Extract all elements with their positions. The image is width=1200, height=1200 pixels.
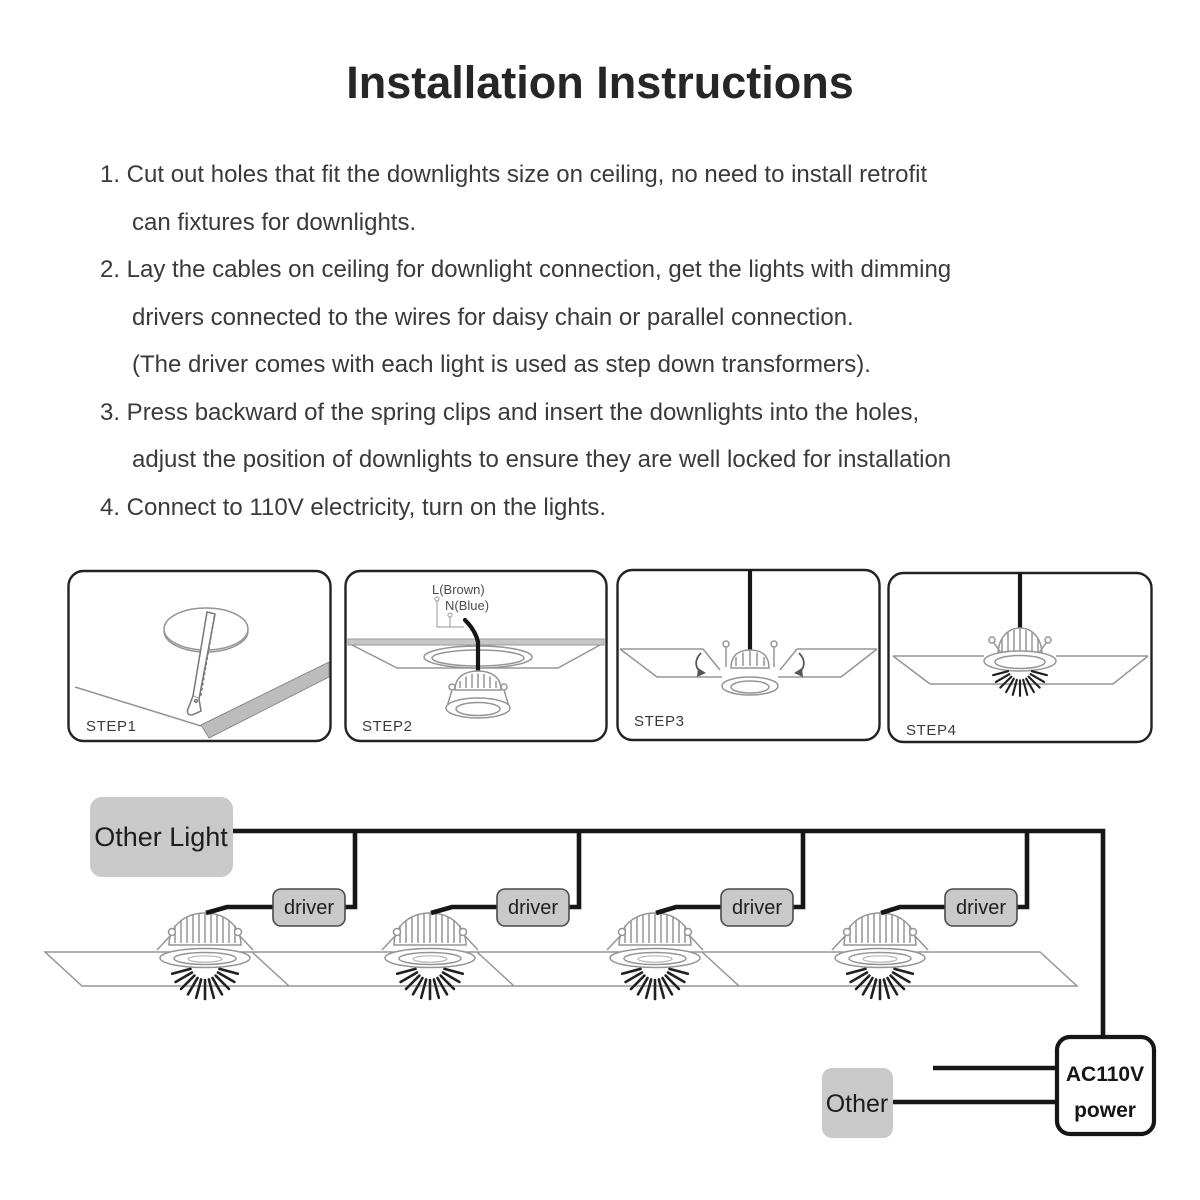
instruction-line: (The driver comes with each light is used as step down transformers). (132, 351, 871, 378)
other-box (822, 1068, 893, 1138)
driver-label: driver (283, 897, 335, 919)
driver-box (721, 889, 793, 926)
driver-label: driver (507, 897, 559, 919)
ac-power-box (1057, 1037, 1154, 1134)
instruction-line: 4. Connect to 110V electricity, turn on the lights. (100, 493, 607, 521)
instruction-line: 2. Lay the cables on ceiling for downlight connection, get the lights with dimming (100, 256, 952, 283)
wiring-diagram (45, 797, 1154, 1138)
page-title: Installation Instructions (346, 57, 854, 108)
live-wire-label: L(Brown) (432, 582, 485, 597)
step-label: STEP1 (86, 718, 137, 735)
driver-box (497, 889, 569, 926)
step-panel-1 (69, 571, 331, 741)
driver-box (945, 889, 1017, 926)
instruction-line: can fixtures for downlights. (132, 208, 417, 236)
step-label: STEP2 (362, 718, 413, 735)
neutral-wire-label: N(Blue) (445, 598, 490, 613)
ac-voltage-label: AC110V (1065, 1063, 1145, 1086)
step-panel-3 (618, 570, 880, 740)
instruction-line: 1. Cut out holes that fit the downlights size on ceiling, no need to install retrofit (100, 161, 928, 188)
instruction-line: drivers connected to the wires for daisy chain or parallel connection. (132, 303, 854, 331)
step-panel-4 (889, 573, 1152, 742)
step-label: STEP4 (906, 722, 957, 739)
instruction-line: adjust the position of downlights to ensure they are well locked for installation (132, 446, 952, 473)
other-light-box (90, 797, 233, 877)
driver-box (273, 889, 345, 926)
ac-power-label: power (1074, 1099, 1136, 1122)
other-label: Other (825, 1090, 889, 1118)
driver-label: driver (731, 897, 783, 919)
instruction-line: 3. Press backward of the spring clips and insert the downlights into the holes, (100, 398, 920, 426)
other-light-label: Other Light (94, 822, 228, 852)
driver-label: driver (955, 897, 1007, 919)
step-panel-2 (346, 571, 607, 741)
step-label: STEP3 (634, 713, 685, 730)
